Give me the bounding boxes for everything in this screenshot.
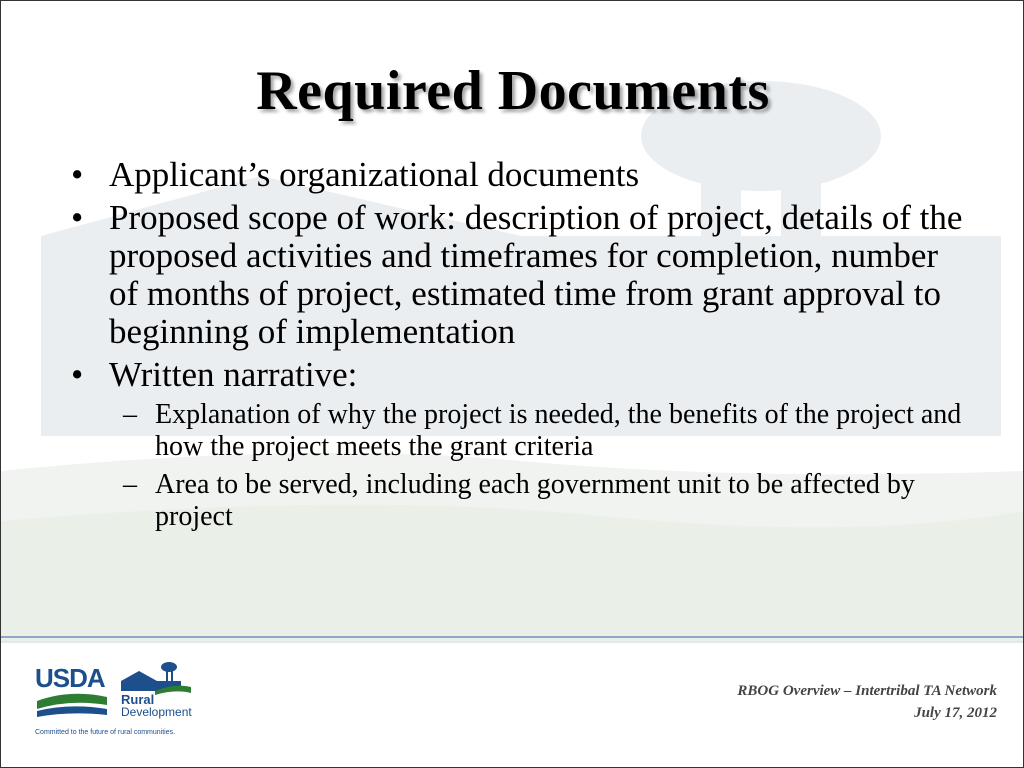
logo-tagline: Committed to the future of rural communities. [35,729,176,736]
bullet-text: Proposed scope of work: description of project, details of the proposed activities and timeframes for completion, number of months of project, estimated time from grant approval to beginning of implementation [109,198,963,351]
bullet-list [71,156,971,539]
bullet-icon: • [71,355,84,394]
dash-icon: – [123,399,137,430]
usda-rural-development-logo [35,659,205,739]
bullet-text: Written narrative: [109,355,358,394]
bullet-icon: • [71,155,84,194]
bullet-text: Applicant’s organizational documents [109,155,640,194]
footer-presentation-title: RBOG Overview – Intertribal TA Network [737,683,997,699]
footer-date: July 17, 2012 [914,705,997,721]
dash-icon: – [123,469,137,500]
rural-label: Rural [121,692,155,707]
rural-development-wordmark [121,694,192,718]
slide-title: Required Documents [256,60,770,122]
sub-bullet-item [71,469,971,533]
sub-bullet-item [71,399,971,463]
sub-bullet-text: Explanation of why the project is needed, the benefits of the project and how the project meets the grant criteria [155,399,962,462]
usda-wordmark: USDA [35,663,105,693]
footer [737,680,997,724]
bullet-item [71,356,971,394]
development-label: Development [121,705,192,719]
bullet-item [71,156,971,194]
bullet-icon: • [71,198,84,237]
sub-bullet-text: Area to be served, including each government unit to be affected by project [155,469,915,532]
bullet-item [71,199,971,351]
